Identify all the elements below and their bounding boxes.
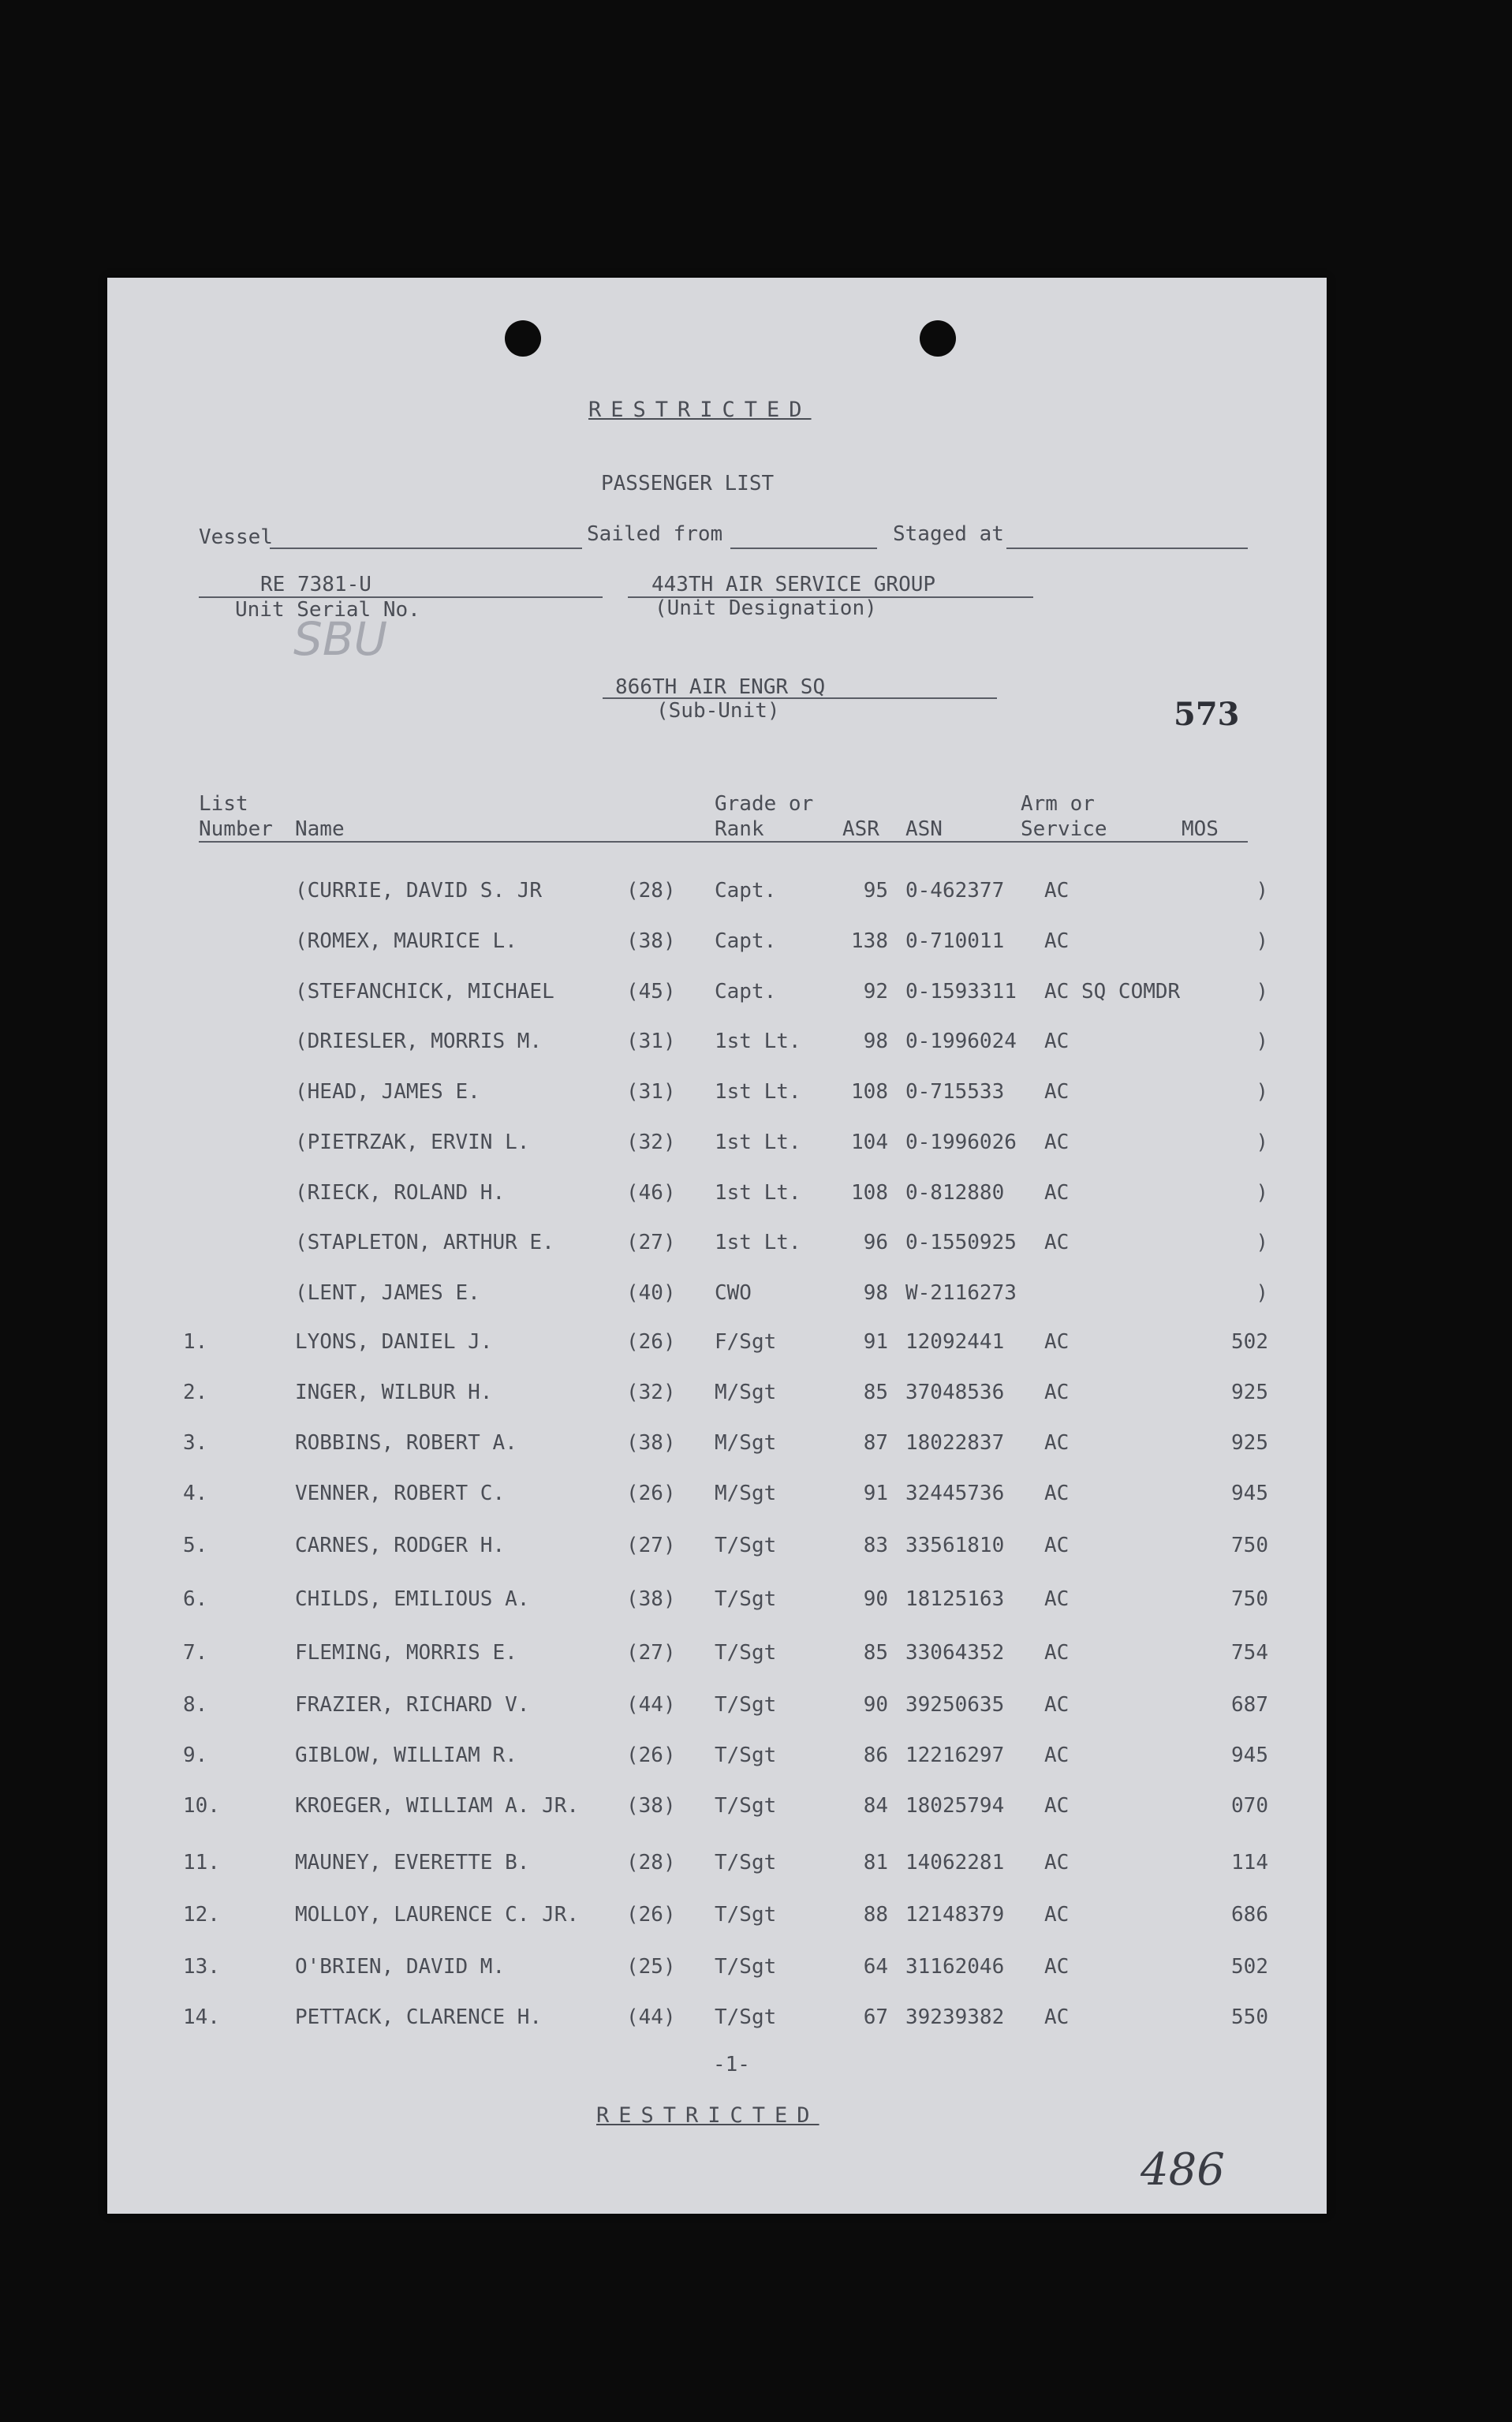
passenger-asr: 91: [863, 1330, 888, 1354]
passenger-name: CARNES, RODGER H.: [295, 1534, 506, 1557]
passenger-name: (HEAD, JAMES E.: [295, 1080, 480, 1104]
passenger-asr: 108: [851, 1181, 888, 1205]
passenger-asn: 0-710011: [905, 929, 1005, 953]
passenger-grade: Capt.: [715, 929, 777, 953]
passenger-mos: 070: [1231, 1794, 1268, 1818]
passenger-name: (DRIESLER, MORRIS M.: [295, 1030, 543, 1053]
col-asn: ASN: [905, 817, 943, 841]
passenger-grade: 1st Lt.: [715, 1231, 801, 1254]
passenger-asn: 0-715533: [905, 1080, 1005, 1104]
passenger-age: (26): [626, 1903, 676, 1927]
passenger-list-page: [107, 278, 1327, 2214]
table-row: [107, 1381, 1327, 1412]
passenger-name: (LENT, JAMES E.: [295, 1281, 480, 1305]
passenger-arm: AC SQ COMDR: [1044, 980, 1181, 1004]
table-row: [107, 1534, 1327, 1565]
vessel-label: Vessel: [199, 525, 273, 549]
col-grade-line2: Rank: [715, 817, 764, 841]
passenger-name: (PIETRZAK, ERVIN L.: [295, 1131, 530, 1154]
passenger-age: (32): [626, 1381, 676, 1404]
passenger-asn: 0-812880: [905, 1181, 1005, 1205]
passenger-asr: 81: [863, 1851, 888, 1874]
passenger-age: (38): [626, 929, 676, 953]
passenger-grade: Capt.: [715, 879, 777, 903]
passenger-age: (38): [626, 1431, 676, 1455]
passenger-asr: 86: [863, 1744, 888, 1767]
passenger-asr: 104: [851, 1131, 888, 1154]
passenger-mos: ): [1256, 1231, 1268, 1254]
passenger-grade: Capt.: [715, 980, 777, 1004]
col-grade-line1: Grade or: [715, 792, 814, 816]
passenger-arm: AC: [1044, 1030, 1070, 1053]
col-list-number-line2: Number: [199, 817, 273, 841]
passenger-mos: ): [1256, 980, 1268, 1004]
col-list-number-line1: List: [199, 792, 248, 816]
table-row: [107, 1955, 1327, 1987]
list-number: 5.: [183, 1534, 208, 1557]
passenger-grade: T/Sgt: [715, 1587, 777, 1611]
passenger-asn: 0-1550925: [905, 1231, 1017, 1254]
passenger-asn: 0-1996026: [905, 1131, 1017, 1154]
passenger-asn: 0-1996024: [905, 1030, 1017, 1053]
passenger-grade: M/Sgt: [715, 1482, 777, 1505]
passenger-name: CHILDS, EMILIOUS A.: [295, 1587, 530, 1611]
passenger-asn: 14062281: [905, 1851, 1005, 1874]
passenger-name: KROEGER, WILLIAM A. JR.: [295, 1794, 580, 1818]
passenger-name: FLEMING, MORRIS E.: [295, 1641, 517, 1665]
passenger-mos: 550: [1231, 2005, 1268, 2029]
table-row: [107, 1744, 1327, 1775]
passenger-age: (27): [626, 1231, 676, 1254]
passenger-age: (27): [626, 1534, 676, 1557]
passenger-asn: 39250635: [905, 1693, 1005, 1717]
staged-at-label: Staged at: [893, 522, 1004, 546]
table-row: [107, 1693, 1327, 1725]
passenger-asr: 85: [863, 1641, 888, 1665]
passenger-asr: 67: [863, 2005, 888, 2029]
passenger-arm: AC: [1044, 929, 1070, 953]
passenger-age: (26): [626, 1330, 676, 1354]
passenger-asr: 95: [863, 879, 888, 903]
passenger-age: (26): [626, 1744, 676, 1767]
list-number: 14.: [183, 2005, 220, 2029]
passenger-age: (38): [626, 1587, 676, 1611]
passenger-grade: 1st Lt.: [715, 1131, 801, 1154]
passenger-arm: AC: [1044, 879, 1070, 903]
passenger-asr: 90: [863, 1693, 888, 1717]
passenger-arm: AC: [1044, 1431, 1070, 1455]
passenger-age: (46): [626, 1181, 676, 1205]
passenger-grade: M/Sgt: [715, 1381, 777, 1404]
table-row: [107, 1587, 1327, 1619]
passenger-age: (45): [626, 980, 676, 1004]
list-number: 2.: [183, 1381, 208, 1404]
passenger-name: (ROMEX, MAURICE L.: [295, 929, 517, 953]
list-number: 9.: [183, 1744, 208, 1767]
passenger-name: INGER, WILBUR H.: [295, 1381, 493, 1404]
passenger-grade: T/Sgt: [715, 1851, 777, 1874]
passenger-asn: 37048536: [905, 1381, 1005, 1404]
passenger-arm: AC: [1044, 1744, 1070, 1767]
col-name: Name: [295, 817, 345, 841]
passenger-age: (44): [626, 1693, 676, 1717]
passenger-asr: 91: [863, 1482, 888, 1505]
passenger-mos: 114: [1231, 1851, 1268, 1874]
pencil-note: SBU: [293, 612, 388, 666]
table-row: [107, 1030, 1327, 1061]
passenger-arm: AC: [1044, 1955, 1070, 1979]
header-rule: [199, 841, 1248, 843]
passenger-name: FRAZIER, RICHARD V.: [295, 1693, 530, 1717]
table-row: [107, 1851, 1327, 1882]
passenger-age: (28): [626, 879, 676, 903]
passenger-mos: 686: [1231, 1903, 1268, 1927]
passenger-name: (STEFANCHICK, MICHAEL: [295, 980, 554, 1004]
passenger-age: (28): [626, 1851, 676, 1874]
passenger-mos: 750: [1231, 1587, 1268, 1611]
passenger-grade: F/Sgt: [715, 1330, 777, 1354]
passenger-asr: 85: [863, 1381, 888, 1404]
stamp-number: 573: [1174, 696, 1240, 733]
table-row: [107, 1482, 1327, 1513]
table-row: [107, 1181, 1327, 1213]
passenger-name: O'BRIEN, DAVID M.: [295, 1955, 506, 1979]
unit-serial-value: RE 7381-U: [260, 573, 371, 596]
passenger-grade: T/Sgt: [715, 1534, 777, 1557]
passenger-arm: AC: [1044, 1587, 1070, 1611]
passenger-mos: 925: [1231, 1381, 1268, 1404]
passenger-asn: 12148379: [905, 1903, 1005, 1927]
passenger-arm: AC: [1044, 1131, 1070, 1154]
passenger-name: GIBLOW, WILLIAM R.: [295, 1744, 517, 1767]
list-number: 4.: [183, 1482, 208, 1505]
passenger-mos: 502: [1231, 1330, 1268, 1354]
passenger-grade: T/Sgt: [715, 1641, 777, 1665]
passenger-age: (40): [626, 1281, 676, 1305]
table-row: [107, 1794, 1327, 1826]
passenger-asn: 12216297: [905, 1744, 1005, 1767]
passenger-asr: 108: [851, 1080, 888, 1104]
passenger-mos: 750: [1231, 1534, 1268, 1557]
passenger-asr: 138: [851, 929, 888, 953]
table-row: [107, 1431, 1327, 1463]
passenger-asn: 39239382: [905, 2005, 1005, 2029]
page-number: -1-: [713, 2053, 750, 2076]
sailed-from-line: [730, 548, 877, 549]
passenger-name: LYONS, DANIEL J.: [295, 1330, 493, 1354]
list-number: 10.: [183, 1794, 220, 1818]
passenger-asn: 18022837: [905, 1431, 1005, 1455]
passenger-age: (31): [626, 1030, 676, 1053]
passenger-arm: AC: [1044, 1231, 1070, 1254]
passenger-age: (27): [626, 1641, 676, 1665]
passenger-asr: 96: [863, 1231, 888, 1254]
passenger-asn: 0-1593311: [905, 980, 1017, 1004]
passenger-asn: 32445736: [905, 1482, 1005, 1505]
unit-designation-value: 443TH AIR SERVICE GROUP: [651, 573, 936, 596]
sailed-from-label: Sailed from: [587, 522, 723, 546]
passenger-asr: 98: [863, 1030, 888, 1053]
passenger-mos: ): [1256, 1080, 1268, 1104]
passenger-mos: 502: [1231, 1955, 1268, 1979]
table-row: [107, 1330, 1327, 1362]
passenger-arm: AC: [1044, 1534, 1070, 1557]
passenger-asn: 12092441: [905, 1330, 1005, 1354]
passenger-arm: AC: [1044, 1851, 1070, 1874]
passenger-asn: 18025794: [905, 1794, 1005, 1818]
passenger-grade: T/Sgt: [715, 1693, 777, 1717]
passenger-age: (44): [626, 2005, 676, 2029]
passenger-asr: 90: [863, 1587, 888, 1611]
document-title: PASSENGER LIST: [601, 472, 775, 495]
passenger-arm: AC: [1044, 1482, 1070, 1505]
passenger-arm: AC: [1044, 1381, 1070, 1404]
passenger-age: (25): [626, 1955, 676, 1979]
passenger-age: (26): [626, 1482, 676, 1505]
passenger-arm: AC: [1044, 1330, 1070, 1354]
passenger-grade: T/Sgt: [715, 1744, 777, 1767]
table-row: [107, 980, 1327, 1011]
passenger-arm: AC: [1044, 1903, 1070, 1927]
passenger-asn: W-2116273: [905, 1281, 1017, 1305]
passenger-name: (CURRIE, DAVID S. JR: [295, 879, 543, 903]
passenger-grade: T/Sgt: [715, 1955, 777, 1979]
passenger-name: (STAPLETON, ARTHUR E.: [295, 1231, 554, 1254]
passenger-asr: 92: [863, 980, 888, 1004]
unit-serial-label: Unit Serial No.: [235, 598, 420, 622]
passenger-grade: T/Sgt: [715, 1794, 777, 1818]
passenger-grade: T/Sgt: [715, 2005, 777, 2029]
list-number: 1.: [183, 1330, 208, 1354]
passenger-grade: 1st Lt.: [715, 1181, 801, 1205]
table-row: [107, 879, 1327, 910]
passenger-mos: ): [1256, 1131, 1268, 1154]
sub-unit-label: (Sub-Unit): [656, 699, 780, 723]
passenger-asr: 87: [863, 1431, 888, 1455]
passenger-grade: M/Sgt: [715, 1431, 777, 1455]
table-row: [107, 1131, 1327, 1162]
passenger-arm: AC: [1044, 2005, 1070, 2029]
passenger-arm: AC: [1044, 1080, 1070, 1104]
col-arm-line2: Service: [1021, 817, 1107, 841]
table-row: [107, 1641, 1327, 1673]
list-number: 11.: [183, 1851, 220, 1874]
unit-designation-label: (Unit Designation): [655, 596, 877, 620]
col-arm-line1: Arm or: [1021, 792, 1095, 816]
vessel-line: [270, 548, 582, 549]
passenger-name: (RIECK, ROLAND H.: [295, 1181, 506, 1205]
passenger-name: MAUNEY, EVERETTE B.: [295, 1851, 530, 1874]
list-number: 6.: [183, 1587, 208, 1611]
list-number: 7.: [183, 1641, 208, 1665]
passenger-mos: ): [1256, 879, 1268, 903]
passenger-mos: ): [1256, 1030, 1268, 1053]
punch-hole-left: [505, 320, 541, 357]
passenger-asr: 88: [863, 1903, 888, 1927]
passenger-name: MOLLOY, LAURENCE C. JR.: [295, 1903, 580, 1927]
passenger-arm: AC: [1044, 1693, 1070, 1717]
passenger-asn: 33064352: [905, 1641, 1005, 1665]
handwritten-number: 486: [1141, 2144, 1225, 2196]
passenger-asn: 0-462377: [905, 879, 1005, 903]
passenger-mos: 687: [1231, 1693, 1268, 1717]
passenger-asn: 33561810: [905, 1534, 1005, 1557]
passenger-mos: ): [1256, 1181, 1268, 1205]
list-number: 8.: [183, 1693, 208, 1717]
passenger-asr: 98: [863, 1281, 888, 1305]
passenger-grade: 1st Lt.: [715, 1030, 801, 1053]
table-row: [107, 2005, 1327, 2037]
restricted-footer: RESTRICTED: [596, 2103, 819, 2128]
passenger-arm: AC: [1044, 1181, 1070, 1205]
table-row: [107, 929, 1327, 961]
passenger-age: (32): [626, 1131, 676, 1154]
table-row: [107, 1080, 1327, 1112]
passenger-name: ROBBINS, ROBERT A.: [295, 1431, 517, 1455]
passenger-age: (31): [626, 1080, 676, 1104]
table-row: [107, 1903, 1327, 1934]
table-row: [107, 1281, 1327, 1313]
col-asr: ASR: [842, 817, 879, 841]
punch-hole-right: [920, 320, 956, 357]
passenger-age: (38): [626, 1794, 676, 1818]
staged-at-line: [1006, 548, 1248, 549]
passenger-asr: 83: [863, 1534, 888, 1557]
passenger-grade: CWO: [715, 1281, 752, 1305]
col-mos: MOS: [1182, 817, 1219, 841]
list-number: 12.: [183, 1903, 220, 1927]
passenger-grade: 1st Lt.: [715, 1080, 801, 1104]
list-number: 13.: [183, 1955, 220, 1979]
passenger-asr: 84: [863, 1794, 888, 1818]
passenger-mos: 925: [1231, 1431, 1268, 1455]
list-number: 3.: [183, 1431, 208, 1455]
passenger-arm: AC: [1044, 1794, 1070, 1818]
passenger-mos: ): [1256, 929, 1268, 953]
sub-unit-value: 866TH AIR ENGR SQ: [615, 675, 826, 699]
table-row: [107, 1231, 1327, 1262]
passenger-asn: 18125163: [905, 1587, 1005, 1611]
passenger-mos: ): [1256, 1281, 1268, 1305]
passenger-mos: 754: [1231, 1641, 1268, 1665]
passenger-name: PETTACK, CLARENCE H.: [295, 2005, 543, 2029]
passenger-asr: 64: [863, 1955, 888, 1979]
passenger-mos: 945: [1231, 1482, 1268, 1505]
passenger-arm: AC: [1044, 1641, 1070, 1665]
restricted-header: RESTRICTED: [588, 398, 812, 422]
passenger-asn: 31162046: [905, 1955, 1005, 1979]
passenger-mos: 945: [1231, 1744, 1268, 1767]
passenger-grade: T/Sgt: [715, 1903, 777, 1927]
passenger-name: VENNER, ROBERT C.: [295, 1482, 506, 1505]
